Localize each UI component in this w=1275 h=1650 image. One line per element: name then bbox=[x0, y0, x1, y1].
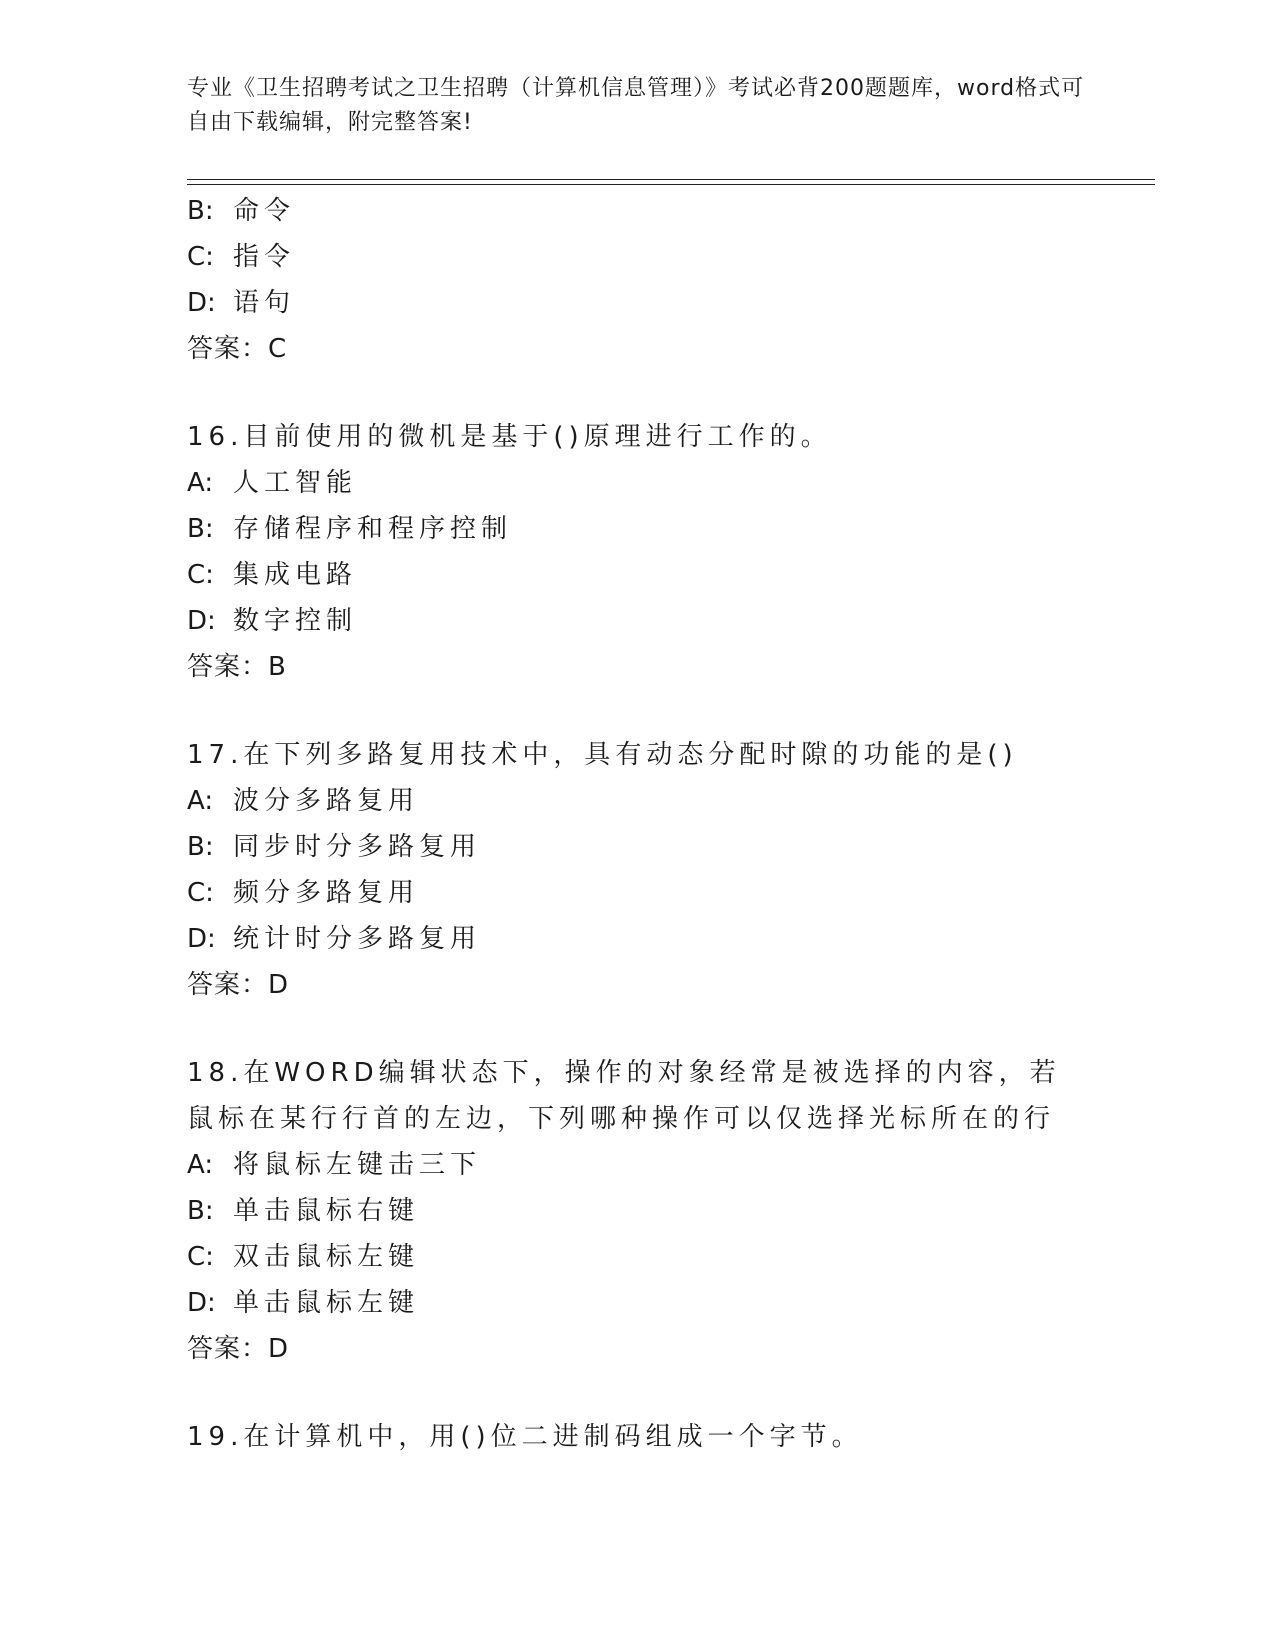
option-a bbox=[187, 460, 1147, 506]
option-text: 单击鼠标左键 bbox=[233, 1288, 420, 1318]
answer-line: 答案：D bbox=[187, 970, 290, 1000]
option-c bbox=[187, 870, 1147, 916]
option-text: 集成电路 bbox=[233, 560, 358, 590]
option-text: 人工智能 bbox=[233, 468, 358, 498]
option-text: 波分多路复用 bbox=[233, 786, 420, 816]
option-letter: A: bbox=[187, 468, 214, 498]
option-letter: B: bbox=[187, 196, 214, 226]
answer-line: 答案：C bbox=[187, 334, 288, 364]
option-a bbox=[187, 778, 1147, 824]
option-letter: C: bbox=[187, 242, 214, 272]
option-letter: A: bbox=[187, 786, 214, 816]
option-text: 单击鼠标右键 bbox=[233, 1196, 420, 1226]
answer-line: 答案：D bbox=[187, 1334, 290, 1364]
header-rule-bottom bbox=[187, 184, 1155, 185]
option-letter: B: bbox=[187, 832, 214, 862]
option-text: 存储程序和程序控制 bbox=[233, 514, 513, 544]
option-d bbox=[187, 916, 1147, 962]
option-b bbox=[187, 188, 1147, 234]
option-b bbox=[187, 824, 1147, 870]
option-d bbox=[187, 1280, 1147, 1326]
question-text: 19.在计算机中，用()位二进制码组成一个字节。 bbox=[187, 1422, 863, 1452]
option-a bbox=[187, 1142, 1147, 1188]
option-text: 频分多路复用 bbox=[233, 878, 420, 908]
option-d bbox=[187, 598, 1147, 644]
option-letter: D: bbox=[187, 288, 216, 318]
option-text: 将鼠标左键击三下 bbox=[233, 1150, 482, 1180]
option-text: 同步时分多路复用 bbox=[233, 832, 482, 862]
header-rule-top bbox=[187, 179, 1155, 180]
option-c bbox=[187, 1234, 1147, 1280]
question-block-19 bbox=[187, 1414, 1147, 1460]
option-d bbox=[187, 280, 1147, 326]
option-letter: D: bbox=[187, 924, 216, 954]
answer-line: 答案：B bbox=[187, 652, 287, 682]
option-text: 统计时分多路复用 bbox=[233, 924, 482, 954]
question-block-18 bbox=[187, 1050, 1147, 1372]
option-text: 命令 bbox=[233, 196, 296, 226]
question-text: 16.目前使用的微机是基于()原理进行工作的。 bbox=[187, 422, 832, 452]
question-block-17 bbox=[187, 732, 1147, 1008]
document-body bbox=[187, 188, 1147, 1460]
option-letter: B: bbox=[187, 514, 214, 544]
option-text: 指令 bbox=[233, 242, 296, 272]
option-b bbox=[187, 506, 1147, 552]
option-text: 双击鼠标左键 bbox=[233, 1242, 420, 1272]
question-block-16 bbox=[187, 414, 1147, 690]
option-letter: C: bbox=[187, 1242, 214, 1272]
document-header: 专业《卫生招聘考试之卫生招聘（计算机信息管理）》考试必背200题题库，word格式可自由下载编辑，附完整答案! bbox=[187, 76, 1085, 135]
prev-question-block bbox=[187, 188, 1147, 372]
option-b bbox=[187, 1188, 1147, 1234]
option-letter: B: bbox=[187, 1196, 214, 1226]
option-letter: C: bbox=[187, 878, 214, 908]
option-letter: D: bbox=[187, 1288, 216, 1318]
option-text: 数字控制 bbox=[233, 606, 358, 636]
option-letter: D: bbox=[187, 606, 216, 636]
option-c bbox=[187, 234, 1147, 280]
option-text: 语句 bbox=[233, 288, 296, 318]
question-text: 17.在下列多路复用技术中，具有动态分配时隙的功能的是() bbox=[187, 740, 1018, 770]
option-c bbox=[187, 552, 1147, 598]
option-letter: A: bbox=[187, 1150, 214, 1180]
option-letter: C: bbox=[187, 560, 214, 590]
question-text: 18.在WORD编辑状态下，操作的对象经常是被选择的内容，若鼠标在某行行首的左边，下列哪种操作可以仅选择光标所在的行 bbox=[187, 1058, 1061, 1134]
